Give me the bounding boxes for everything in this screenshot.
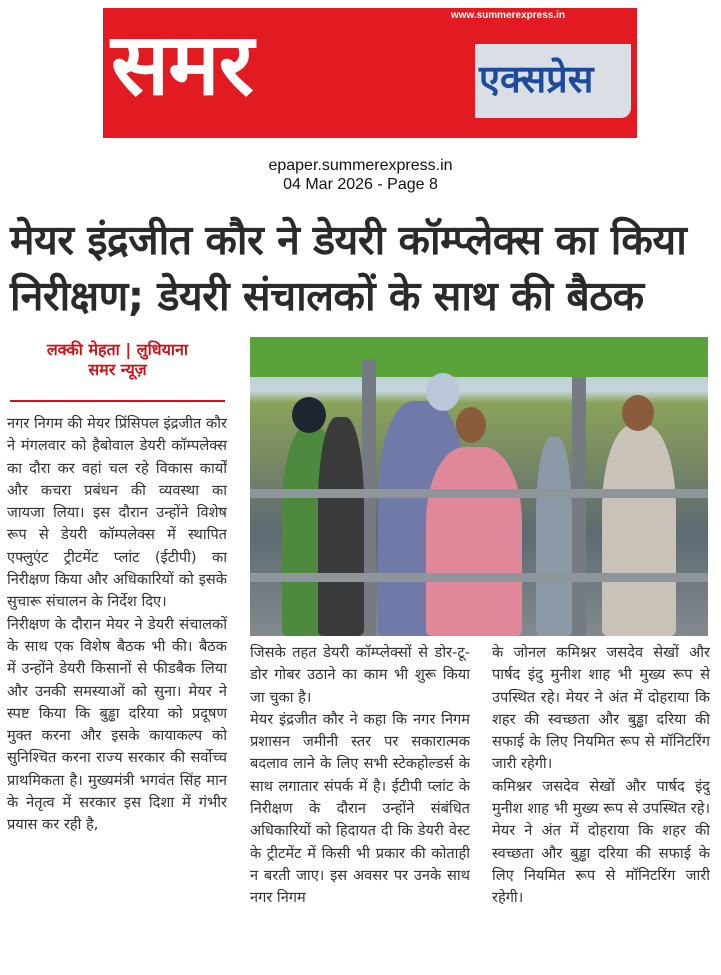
- article-paragraph: के जोनल कमिश्नर जसदेव सेखों और पार्षद इंदु मुनीश शाह भी मुख्य रूप से उपस्थित रहे। मेयर ने अंत में दोहराया कि शहर की स्वच्छता और बुड्ढा दरिया की सफाई के लिए नियमित रूप से मॉनिटरिंग जारी रहेगी।: [492, 644, 710, 773]
- article-column-3: [492, 642, 710, 973]
- photo-railing: [250, 489, 708, 498]
- photo-head: [456, 407, 486, 443]
- article-paragraph: मेयर इंद्रजीत कौर ने कहा कि नगर निगम प्रशासन जमीनी स्तर पर सकारात्मक बदलाव लाने के लिए सभी स्टेकहोल्डर्स के साथ लगातार संपर्क में है। ईटीपी प्लांट के निरीक्षण के दौरान उन्होंने संबंधित अधिकारियों को हिदायत दी कि डेयरी वेस्ट के ट्रीटमेंट में किसी भी प्रकार की कोताही न बरती जाए। इस अवसर पर उनके साथ नगर निगम: [250, 710, 470, 907]
- byline-agency: समर न्यूज़: [88, 360, 147, 379]
- article-paragraph: जिसके तहत डेयरी कॉम्प्लेक्सों से डोर-टू-डोर गोबर उठाने का काम भी शुरू किया जा चुका है।: [250, 644, 470, 706]
- brand-hindi-wordmark: समर: [111, 15, 253, 115]
- article-paragraph: निरीक्षण के दौरान मेयर ने डेयरी संचालकों के साथ एक विशेष बैठक भी की। बैठक में उन्होंने डेयरी किसानों से फीडबैक लिया और उनकी समस्याओं को सुना। मेयर ने स्पष्ट किया कि बुड्ढा दरिया को प्रदूषण मुक्त करना और इसके कायाकल्प को सुनिश्चित करना राज्य सरकार की सर्वोच्च प्राथमिकता है। मुख्यमंत्री भगवंत सिंह मान के नेतृत्व में सरकार इस दिशा में गंभीर प्रयास कर रही है,: [7, 615, 227, 834]
- masthead-logo: [103, 8, 637, 138]
- photo-head: [622, 395, 654, 431]
- article-photo: [250, 337, 708, 636]
- photo-person: [318, 417, 364, 636]
- masthead-url[interactable]: www.summerexpress.in: [450, 10, 565, 21]
- byline-divider: [10, 400, 225, 402]
- article-column-1: [7, 413, 227, 973]
- article-headline: मेयर इंद्रजीत कौर ने डेयरी कॉम्प्लेक्स का किया निरीक्षण; डेयरी संचालकों के साथ की बैठक: [10, 216, 687, 320]
- photo-railing: [250, 573, 708, 582]
- epaper-site[interactable]: epaper.summerexpress.in: [268, 157, 453, 174]
- photo-person: [602, 425, 676, 636]
- article-paragraph: नगर निगम की मेयर प्रिंसिपल इंद्रजीत कौर ने मंगलवार को हैबोवाल डेयरी कॉम्पलेक्स का दौरा कर वहां चल रहे विकास कार्यों और कचरा प्रबंधन की व्यवस्था का जायजा लिया। इस दौरान उन्होंने विशेष रूप से डेयरी कॉम्पलेक्स में स्थापित एफ्लुएंट ट्रीटमेंट प्लांट (ईटीपी) का निरीक्षण किया और अधिकारियों को इसके सुचारू संचालन के निर्देश दिए।: [7, 415, 227, 611]
- photo-person: [426, 447, 522, 636]
- edition-date-page: 04 Mar 2026 - Page 8: [283, 176, 438, 193]
- photo-person: [536, 437, 572, 636]
- photo-head: [426, 373, 460, 411]
- article-column-2: [250, 642, 470, 973]
- brand-express-wordmark: एक्सप्रेस: [479, 57, 594, 101]
- byline-author: लक्की मेहता | लुधियाना: [46, 340, 189, 359]
- photo-green-beam: [250, 337, 708, 377]
- article-paragraph: कमिश्नर जसदेव सेखों और पार्षद इंदु मुनीश शाह भी मुख्य रूप से उपस्थित रहे। मेयर ने अंत में दोहराया कि शहर की स्वच्छता और बुड्ढा दरिया की सफाई के लिए नियमित रूप से मॉनिटरिंग जारी रहेगी।: [492, 777, 710, 907]
- photo-post: [572, 377, 586, 636]
- byline: [10, 340, 225, 380]
- photo-head: [292, 397, 326, 433]
